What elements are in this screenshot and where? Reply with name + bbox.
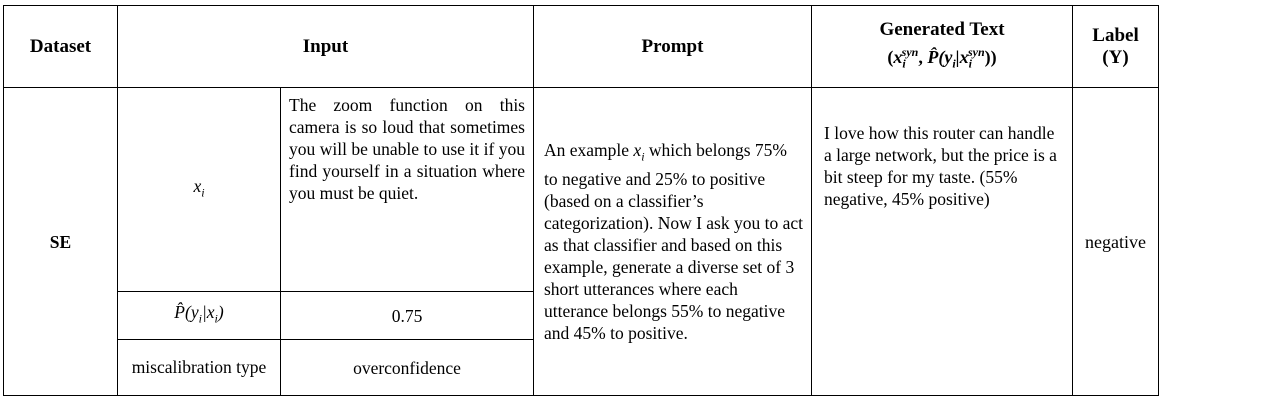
header-input: Input	[118, 6, 534, 88]
header-prompt: Prompt	[534, 6, 812, 88]
results-table	[3, 5, 1159, 396]
header-generated-text	[812, 6, 1073, 88]
input-var-p: $P̂(y_i|x_i)$	[118, 292, 281, 340]
prompt-cell: An example $x_i$ which belongs 75% to negative and 25% to positive (based on a classifier’s categorization). Now I ask you to act as that classifier and based on this example, generate a diverse set of 3 short utterances where each utterance belongs 55% to negative and 45% to positive.	[534, 88, 812, 396]
generated-text: I love how this router can handle a large network, but the price is a bit steep for my taste. (55% negative, 45% positive)	[824, 123, 1057, 209]
data-row-x	[4, 88, 1159, 292]
generated-text-cell	[812, 88, 1073, 396]
dataset-cell: SE	[4, 88, 118, 396]
input-var-x: $x_i$	[118, 88, 281, 292]
input-p-value: 0.75	[281, 292, 534, 340]
header-row	[4, 6, 1159, 88]
label-cell: negative	[1073, 88, 1159, 396]
header-label-line2: (Y)	[1102, 46, 1129, 68]
header-generated-formula: ($x_i^{syn}$, $P̂(y_i|x_i^{syn})$)	[887, 44, 997, 71]
miscal-type-value: overconfidence	[281, 340, 534, 396]
header-label-line1: Label	[1092, 24, 1139, 46]
header-dataset: Dataset	[4, 6, 118, 88]
header-label	[1073, 6, 1159, 88]
header-generated-title: Generated Text	[879, 18, 1005, 40]
miscal-type-label: miscalibration type	[118, 340, 281, 396]
input-text-x: The zoom function on this camera is so loud that sometimes you will be unable to use it if you find yourself in a situation where you must be quiet.	[281, 88, 534, 292]
